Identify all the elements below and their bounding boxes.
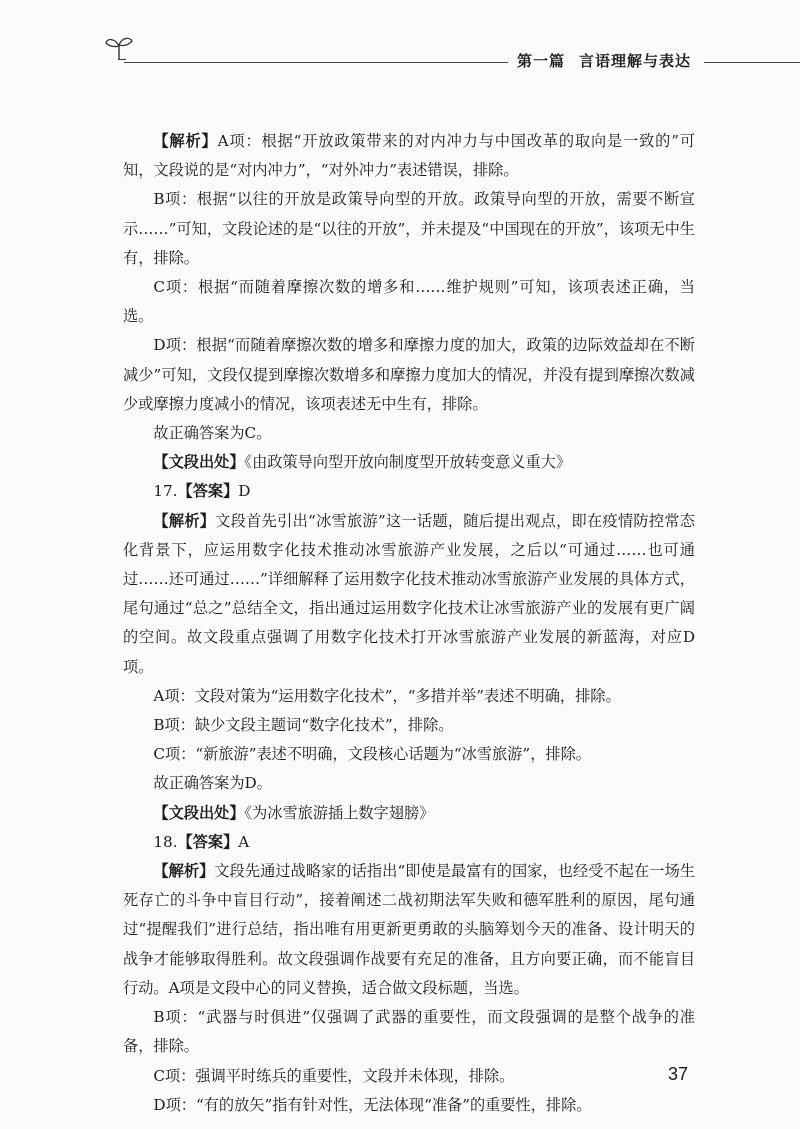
- source-title: 《由政策导向型开放向制度型开放转变意义重大》: [244, 453, 572, 472]
- answer-value: D: [238, 482, 251, 501]
- answer-label: 【答案】: [177, 482, 239, 501]
- source-title: 《为冰雪旅游插上数字翅膀》: [244, 803, 435, 822]
- paragraph-text: 故正确答案为C。: [153, 424, 272, 443]
- source-label: 【文段出处】: [153, 803, 245, 822]
- paragraph-text: 故正确答案为D。: [153, 774, 272, 793]
- answer-label: 【答案】: [177, 832, 239, 851]
- paragraph-text: C项：“新旅游”表述不明确，文段核心话题为“冰雪旅游”，排除。: [153, 745, 591, 764]
- paragraph: [123, 273, 695, 331]
- paragraph: [123, 682, 695, 711]
- paragraph-text: C项：强调平时练兵的重要性，文段并未体现，排除。: [153, 1066, 515, 1085]
- answer-line: [123, 828, 695, 857]
- paragraph: [123, 127, 695, 185]
- answer-value: A: [238, 832, 250, 851]
- paragraph: [123, 507, 695, 682]
- header-rule-right: [704, 62, 800, 63]
- running-title: [517, 50, 691, 71]
- analysis-label: 【解析】: [153, 862, 215, 881]
- analysis-label: 【解析】: [153, 132, 218, 150]
- paragraph: [123, 185, 695, 273]
- paragraph-text: B项：“武器与时俱进”仅强调了武器的重要性，而文段强调的是整个战争的准备，排除。: [123, 1008, 695, 1056]
- explanation-body: [123, 127, 695, 1120]
- paragraph: [123, 1003, 695, 1061]
- question-number: 18.: [153, 832, 178, 851]
- answer-line: [123, 477, 695, 506]
- paragraph: [123, 769, 695, 798]
- paragraph: [123, 740, 695, 769]
- sprout-icon: [104, 34, 134, 60]
- paragraph: [123, 711, 695, 740]
- paragraph-text: B项：缺少文段主题词“数字化技术”，排除。: [153, 716, 454, 735]
- paragraph-text: B项：根据“以往的开放是政策导向型的开放。政策导向型的开放，需要不断宣示……”可知，文段论述的是“以往的开放”，并未提及“中国现在的开放”，该项无中生有，排除。: [123, 190, 695, 267]
- paragraph: [123, 857, 695, 1003]
- paragraph-text: 文段首先引出“冰雪旅游”这一话题，随后提出观点，即在疫情防控常态化背景下，应运用数字化技术推动冰雪旅游产业发展，之后以“可通过……也可通过……还可通过……”详细解释了运用数字化技术推动冰雪旅游产业发展的具体方式，尾句通过“总之”总结全文，指出通过运用数字化技术让冰雪旅游产业的发展有更广阔的空间。故文段重点强调了用数字化技术打开冰雪旅游产业发展的新蓝海，对应D项。: [123, 511, 695, 676]
- paragraph-text: C项：根据“而随着摩擦次数的增多和……维护规则”可知，该项表述正确，当选。: [123, 278, 695, 326]
- paragraph: [123, 1062, 695, 1091]
- paragraph: [123, 799, 695, 828]
- source-label: 【文段出处】: [153, 453, 245, 472]
- paragraph: [123, 1091, 695, 1120]
- paragraph: [123, 448, 695, 477]
- paragraph-text: D项：根据“而随着摩擦次数的增多和摩擦力度的加大，政策的边际效益却在不断减少”可知，文段仅提到摩擦次数增多和摩擦力度加大的情况，并没有提到摩擦次数减少或摩擦力度减小的情况，该项表述无中生有，排除。: [123, 336, 695, 413]
- chapter-title: 言语理解与表达: [579, 52, 692, 70]
- analysis-label: 【解析】: [153, 511, 216, 530]
- part-title: 第一篇: [517, 52, 566, 70]
- paragraph: [123, 419, 695, 448]
- paragraph-text: A项：文段对策为“运用数字化技术”，“多措并举”表述不明确，排除。: [153, 686, 621, 705]
- paragraph-text: A项：根据“开放政策带来的对内冲力与中国改革的取向是一致的”可知，文段说的是“对内冲力”，“对外冲力”表述错误，排除。: [123, 132, 696, 180]
- page-number: 37: [668, 1064, 689, 1084]
- paragraph-text: D项：“有的放矢”指有针对性，无法体现“准备”的重要性，排除。: [153, 1095, 592, 1114]
- header-rule-left: [124, 62, 508, 63]
- paragraph-text: 文段先通过战略家的话指出“即使是最富有的国家，也经受不起在一场生死存亡的斗争中盲目行动”，接着阐述二战初期法军失败和德军胜利的原因，尾句通过“提醒我们”进行总结，指出唯有用更新更勇敢的头脑筹划今天的准备、设计明天的战争才能够取得胜利。故文段强调作战要有充足的准备，且方向要正确，而不能盲目行动。A项是文段中心的同义替换，适合做文段标题，当选。: [123, 862, 696, 997]
- question-number: 17.: [153, 482, 178, 501]
- paragraph: [123, 331, 695, 419]
- page-header: [0, 0, 800, 90]
